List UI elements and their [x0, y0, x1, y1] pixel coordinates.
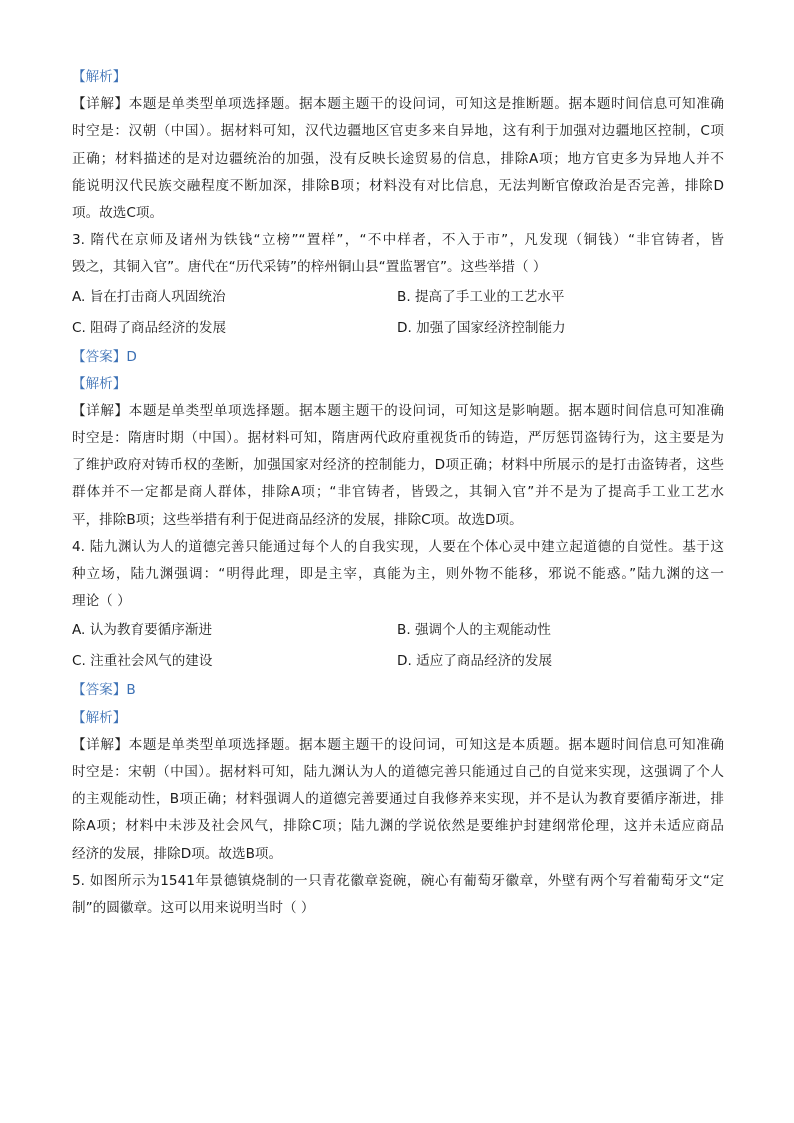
answer-option: C. 注重社会风气的建设: [72, 653, 213, 670]
section-label: 【答案】D: [72, 348, 137, 365]
answer-option: B. 强调个人的主观能动性: [397, 622, 551, 639]
answer-option: B. 提高了手工业的工艺水平: [397, 288, 565, 305]
paragraph-line: 种立场，陆九渊强调：“明得此理，即是主宰，真能为主，则外物不能移，邪说不能惑。”陆九渊的这一: [72, 566, 724, 582]
paragraph-line: 制”的圆徽章。这可以用来说明当时（ ）: [72, 899, 315, 916]
section-label: 【解析】: [72, 69, 127, 85]
paragraph-line: 正确；材料描述的是对边疆统治的加强，没有反映长途贸易的信息，排除A项；地方官吏多为异地人并不: [72, 150, 724, 167]
answer-option: C. 阻碍了商品经济的发展: [72, 319, 227, 336]
paragraph: [72, 398, 724, 534]
answer-option: D. 加强了国家经济控制能力: [397, 319, 566, 336]
paragraph-line: 3. 隋代在京师及诸州为铁钱“立榜”“置样”，“不中样者，不入于市”，凡发现（铜钱）“非官铸者，皆: [72, 232, 724, 249]
paragraph: [72, 732, 724, 868]
paragraph-line: 4. 陆九渊认为人的道德完善只能通过每个人的自我实现，人要在个体心灵中建立起道德的自觉性。基于这: [72, 538, 724, 555]
paragraph: [72, 91, 724, 227]
answer-options: [72, 615, 724, 677]
paragraph-line: 能说明汉代民族交融程度不断加深，排除B项；材料没有对比信息，无法判断官僚政治是否完善，排除D: [72, 177, 724, 194]
paragraph-line: 5. 如图所示为1541年景德镇烧制的一只青花徽章瓷碗，碗心有葡萄牙徽章，外壁有两个写着葡萄牙文“定: [72, 872, 724, 889]
paragraph-line: 时空是：宋朝（中国）。据材料可知，陆九渊认为人的道德完善只能通过自己的自觉来实现，这强调了个人: [72, 763, 724, 780]
paragraph-line: 理论（ ）: [72, 593, 131, 610]
document-page: [72, 64, 724, 922]
paragraph-line: 经济的发展，排除D项。故选B项。: [72, 845, 283, 862]
paragraph-line: 【详解】本题是单类型单项选择题。据本题主题干的设问词，可知这是影响题。据本题时间信息可知准确: [72, 402, 724, 419]
paragraph-line: 【详解】本题是单类型单项选择题。据本题主题干的设问词，可知这是本质题。据本题时间信息可知准确: [72, 736, 724, 753]
paragraph-line: 时空是：隋唐时期（中国）。据材料可知，隋唐两代政府重视货币的铸造，严厉惩罚盗铸行为，这主要是为: [72, 430, 724, 447]
paragraph-line: 群体并不一定都是商人群体，排除A项；“非官铸者，皆毁之，其铜入官”并不是为了提高手工业工艺水: [72, 484, 724, 501]
paragraph-line: 的主观能动性，B项正确；材料强调人的道德完善要通过自我修养来实现，并不是认为教育要循序渐进，排: [72, 791, 724, 808]
paragraph-line: 平，排除B项；这些举措有利于促进商品经济的发展，排除C项。故选D项。: [72, 511, 523, 528]
paragraph-line: 项。故选C项。: [72, 204, 164, 221]
paragraph-line: 了维护政府对铸币权的垄断，加强国家对经济的控制能力，D项正确；材料中所展示的是打击盗铸者，这些: [72, 457, 724, 474]
section-label: 【解析】: [72, 375, 127, 392]
section-label: 【答案】B: [72, 682, 136, 699]
section-label: 【解析】: [72, 709, 127, 726]
paragraph-line: 毁之，其铜入官”。唐代在“历代采铸”的梓州铜山县“置监署官”。这些举措（ ）: [72, 259, 547, 276]
paragraph: [72, 227, 724, 281]
paragraph-line: 时空是：汉朝（中国）。据材料可知，汉代边疆地区官吏多来自异地，这有利于加强对边疆地区控制，C项: [72, 123, 724, 140]
answer-option: A. 认为教育要循序渐进: [72, 622, 213, 639]
paragraph-line: 除A项；材料中未涉及社会风气，排除C项；陆九渊的学说依然是要维护封建纲常伦理，这并未适应商品: [72, 818, 724, 835]
answer-option: D. 适应了商品经济的发展: [397, 653, 553, 670]
answer-option: A. 旨在打击商人巩固统治: [72, 288, 226, 305]
paragraph: [72, 868, 724, 922]
paragraph-line: 【详解】本题是单类型单项选择题。据本题主题干的设问词，可知这是推断题。据本题时间信息可知准确: [72, 96, 724, 113]
paragraph: [72, 534, 724, 616]
answer-options: [72, 282, 724, 344]
